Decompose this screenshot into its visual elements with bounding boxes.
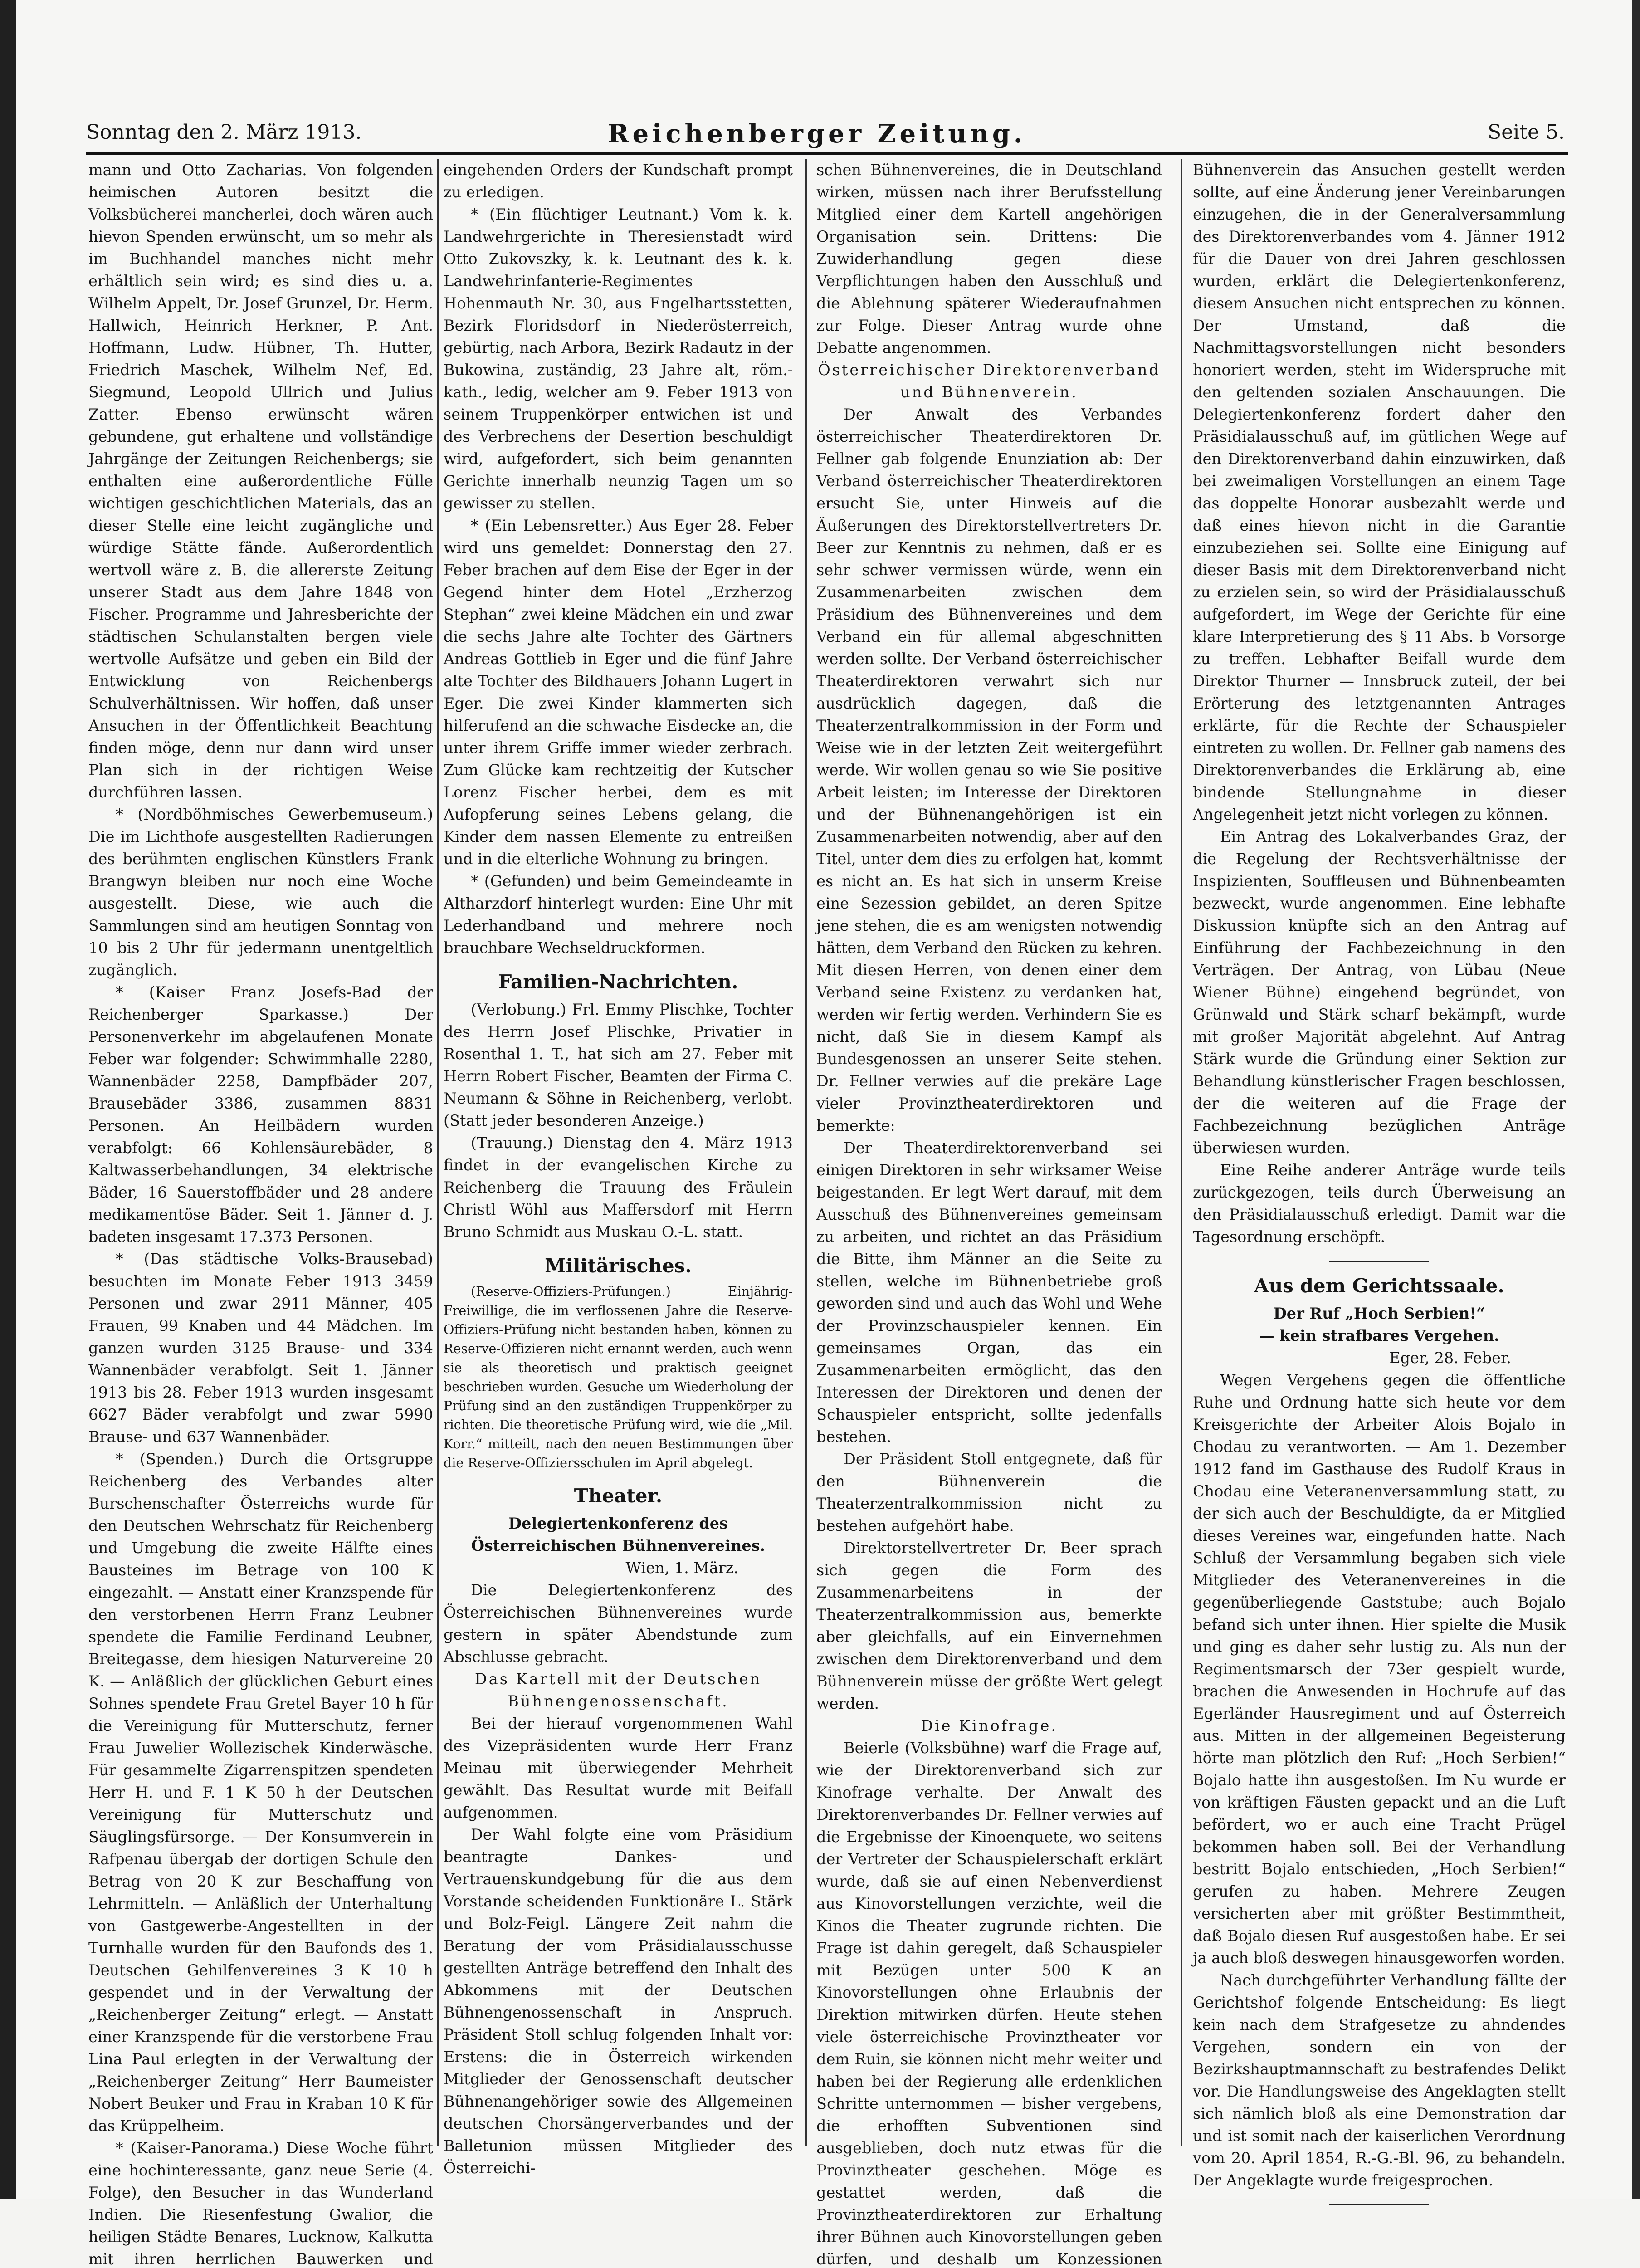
newspaper-title: Reichenberger Zeitung. xyxy=(608,119,1026,149)
article-paragraph: Eine Reihe anderer Anträge wurde teils zurückgezogen, teils durch Überweisung an den Präsidialausschuß erledigt. Damit war die Tagesordnung erschöpft. xyxy=(1193,1161,1566,1246)
header-rule xyxy=(86,152,1568,155)
family-notice: (Verlobung.) Frl. Emmy Plischke, Tochter des Herrn Josef Plischke, Privatier in Rosenthal 1. T., hat sich am 27. Feber mit Herrn Robert Fischer, Beamten der Firma C. Neumann & Söhne in Reichenberg, verlobt. (Statt jeder besonderen Anzeige.) xyxy=(444,1001,793,1129)
article-paragraph: Bei der hierauf vorgenommenen Wahl des Vizepräsidenten wurde Herr Franz Meinau mit überwiegender Mehrheit gewählt. Das Resultat wurde mit Beifall aufgenommen. xyxy=(444,1715,793,1821)
article-paragraph: eingehenden Orders der Kundschaft prompt zu erledigen. xyxy=(444,161,793,201)
article-paragraph: * (Nordböhmisches Gewerbemuseum.) Die im Lichthofe ausgestellten Radierungen des berühmten englischen Künstlers Frank Brangwyn bleiben nur noch eine Woche ausgestellt. Diese, wie auch die Sammlungen sind am heutigen Sonntag von 10 bis 2 Uhr für jedermann unentgeltlich zugänglich. xyxy=(88,806,433,979)
page-header xyxy=(86,119,1565,151)
section-heading-court: Aus dem Gerichtssaale. xyxy=(1254,1275,1504,1297)
article-subhead: Delegiertenkonferenz des xyxy=(508,1515,728,1532)
section-divider xyxy=(1329,1261,1429,1262)
article-paragraph: Bühnenverein das Ansuchen gestellt werden sollte, auf eine Änderung jener Vereinbarungen einzugehen, die in der Generalversammlung des Direktorenverbandes vom 4. Jänner 1912 für die Dauer von drei Jahren geschlossen wurden, erklärt die Delegiertenkonferenz, diesem Ansuchen nicht entsprechen zu können. Der Umstand, daß die Nachmittagsvorstellungen nicht besonders honoriert werden, steht im Widerspruche mit den geltenden sozialen Anschauungen. Die Delegiertenkonferenz fordert daher den Präsidialausschuß auf, im gütlichen Wege auf den Direktorenverband dahin einzuwirken, daß bei zweimaligen Vorstellungen an einem Tage das doppelte Honorar ausbezahlt werde und daß eines hievon nicht in die Garantie einzubeziehen sei. Sollte eine Einigung auf dieser Basis mit dem Direktorenverband nicht zu erzielen sein, so wird der Präsidialausschuß aufgefordert, im Wege der Gerichte für eine klare Interpretierung des § 11 Abs. b Vorsorge zu treffen. Lebhafter Beifall wurde dem Direktor Thurner — Innsbruck zuteil, der bei Erörterung des letztgenannten Antrages erklärte, für die Rechte der Schauspieler eintreten zu wollen. Dr. Fellner gab namens des Direktorenverbandes die Erklärung ab, eine bindende Stellungnahme in dieser Angelegenheit jetzt nicht vorlegen zu können. xyxy=(1193,161,1566,823)
article-subhead: Das Kartell mit der Deutschen Bühnengenossenschaft. xyxy=(474,1670,762,1710)
section-heading-family: Familien-Nachrichten. xyxy=(498,971,738,993)
article-subhead: Die Kinofrage. xyxy=(921,1717,1058,1735)
column-4 xyxy=(1193,159,1566,2189)
article-paragraph: Ein Antrag des Lokalverbandes Graz, der die Regelung der Rechtsverhältnisse der Inspizienten, Souffleusen und Bühnenbeamten bezweckt, wurde angenommen. Eine lebhafte Diskussion knüpfte sich an den Antrag auf Einführung der Fachbezeichnung in den Verträgen. Der Antrag, von Lübau (Neue Wiener Bühne) eingehend begründet, von Grünwald und Stärk scharf bekämpft, wurde mit großer Majorität abgelehnt. Auf Antrag Stärk wurde die Gründung einer Sektion zur Behandlung künstlerischer Fragen beschlossen, der die weiteren auf die Frage der Fachbezeichnung bezüglichen Anträge überwiesen wurden. xyxy=(1193,828,1566,1157)
dateline: Wien, 1. März. xyxy=(625,1559,738,1577)
column-1 xyxy=(88,159,433,2268)
column-2 xyxy=(444,159,793,2177)
column-rule xyxy=(437,159,439,2146)
scan-edge-left xyxy=(0,0,16,2199)
header-date: Sonntag den 2. März 1913. xyxy=(86,121,362,144)
family-notice: (Trauung.) Dienstag den 4. März 1913 findet in der evangelischen Kirche zu Reichenberg die Trauung des Fräulein Christl Wöhl aus Maffersdorf mit Herrn Bruno Schmidt aus Muskau O.-L. statt. xyxy=(444,1134,793,1241)
article-paragraph: schen Bühnenvereines, die in Deutschland wirken, müssen nach ihrer Berufsstellung Mitglied einer dem Kartell angehörigen Organisation sein. Drittens: Die Zuwiderhandlung gegen diese Verpflichtungen haben den Ausschluß und die Ablehnung späterer Wiederaufnahmen zur Folge. Dieser Antrag wurde ohne Debatte angenommen. xyxy=(816,161,1162,357)
article-paragraph: * (Gefunden) und beim Gemeindeamte in Altharzdorf hinterlegt wurden: Eine Uhr mit Lederhandband und mehrere noch brauchbare Wechseldruckformen. xyxy=(444,872,793,957)
article-subhead: Der Ruf „Hoch Serbien!“ xyxy=(1273,1305,1485,1322)
article-paragraph: Wegen Vergehens gegen die öffentliche Ruhe und Ordnung hatte sich heute vor dem Kreisgerichte der Arbeiter Alois Bojalo in Chodau zu verantworten. — Am 1. Dezember 1912 fand im Gasthause des Rudolf Kraus in Chodau eine Veteranenversammlung statt, zu der sich auch der Beschuldigte, da er Mitglied dieses Vereines war, eingefunden hatte. Nach Schluß der Versammlung begaben sich viele Mitglieder des Veteranenvereines in die gegenüberliegende Gaststube; auch Bojalo befand sich unter ihnen. Hier spielte die Musik und ging es daher sehr lustig zu. Als nun der Regimentsmarsch der 73er gespielt wurde, brachen die Anwesenden in Hochrufe auf das Egerländer Hausregiment und auf Österreich aus. Mitten in der allgemeinen Begeisterung hörte man plötzlich den Ruf: „Hoch Serbien!“ Bojalo hatte ihn ausgestoßen. Im Nu wurde er von kräftigen Fäusten gepackt und an die Luft befördert, wo er auch eine Tracht Prügel bekommen haben soll. Bei der Verhandlung bestritt Bojalo entschieden, „Hoch Serbien!“ gerufen zu haben. Mehrere Zeugen versicherten aber mit größter Bestimmtheit, daß Bojalo diesen Ruf ausgestoßen habe. Er sei ja auch bloß deswegen hinausgeworfen worden. xyxy=(1193,1371,1566,1967)
section-divider xyxy=(1329,2204,1429,2205)
article-paragraph: * (Das städtische Volks-Brausebad) besuchten im Monate Feber 1913 3459 Personen und zwar 2911 Männer, 405 Frauen, 99 Knaben und 44 Mädchen. Im ganzen wurden 3125 Brause- und 334 Wannenbäder verabfolgt. Seit 1. Jänner 1913 bis 28. Feber 1913 wurden insgesamt 6627 Bäder verabfolgt und zwar 5990 Brause- und 637 Wannenbäder. xyxy=(88,1250,433,1446)
article-paragraph: * (Spenden.) Durch die Ortsgruppe Reichenberg des Verbandes alter Burschenschafter Österreichs wurde für den Deutschen Wehrschatz für Reichenberg und Umgebung die zweite Hälfte eines Bausteines im Betrage von 100 K eingezahlt. — Anstatt einer Kranzspende für den verstorbenen Herrn Franz Leubner spendete die Familie Ferdinand Leubner, Breitegasse, dem hiesigen Naturvereine 20 K. — Anläßlich der glücklichen Geburt eines Sohnes spendete Frau Gretel Bayer 10 h für die Vereinigung für Mutterschutz, ferner Frau Juwelier Wollezischek Kinderwäsche. Für gesammelte Zigarrenspitzen spendeten Herr H. und F. 1 K 50 h der Deutschen Vereinigung für Mutterschutz und Säuglingsfürsorge. — Der Konsumverein in Rafpenau übergab der dortigen Schule den Betrag von 20 K zur Beschaffung von Lehrmitteln. — Anläßlich der Unterhaltung von Gastgewerbe-Angestellten in der Turnhalle wurden für den Baufonds des 1. Deutschen Gehilfenvereines 3 K 10 h gespendet und in der Verwaltung der „Reichenberger Zeitung“ erlegt. — Anstatt einer Kranzspende für die verstorbene Frau Lina Paul erlegten in der Verwaltung der „Reichenberger Zeitung“ Herr Baumeister Nobert Beuker und Frau in Kraban 10 K für das Krüppelheim. xyxy=(88,1450,433,2135)
article-paragraph: Beierle (Volksbühne) warf die Frage auf, wie der Direktorenverband sich zur Kinofrage verhalte. Der Anwalt des Direktorenverbandes Dr. Fellner verwies auf die Ergebnisse der Kinoenquete, wo seitens der Vertreter der Schauspielerschaft erklärt wurde, daß sie auf einen Nebenverdienst aus Kinovorstellungen verzichte, weil die Kinos die Theater zugrunde richten. Die Frage ist dahin geregelt, daß Schauspieler mit Bezügen unter 500 K an Kinovorstellungen ohne Erlaubnis der Direktion mitwirken dürfen. Heute stehen viele österreichische Provinztheater vor dem Ruin, sie können nicht mehr weiter und haben bei der Regierung alle erdenklichen Schritte unternommen — bisher vergebens, die erhofften Subventionen sind ausgeblieben, doch nutz etwas für die Provinztheater geschehen. Möge es gestattet werden, daß die Provinztheaterdirektoren zur Erhaltung ihrer Bühnen auch Kinovorstellungen geben dürfen, und deshalb um Konzessionen xyxy=(816,1739,1162,2268)
column-rule xyxy=(1181,159,1182,2146)
section-heading-theater: Theater. xyxy=(574,1485,663,1507)
column-rule xyxy=(805,159,807,2146)
article-paragraph: Der Präsident Stoll entgegnete, daß für den Bühnenverein die Theaterzentralkommission nicht zu bestehen aufgehört habe. xyxy=(816,1450,1162,1535)
page-number: Seite 5. xyxy=(1488,121,1565,144)
article-paragraph: Nach durchgeführter Verhandlung fällte der Gerichtshof folgende Entscheidung: Es liegt kein nach dem Strafgesetze zu ahndendes Vergehen, sondern ein von der Bezirkshauptmannschaft zu bestrafendes Delikt vor. Die Handlungsweise des Angeklagten stellt sich nämlich bloß als eine Demonstration dar und ist somit nach der kaiserlichen Verordnung vom 20. April 1854, R.-G.-Bl. 96, zu behandeln. Der Angeklagte wurde freigesprochen. xyxy=(1193,1971,1566,2189)
article-paragraph: * (Ein flüchtiger Leutnant.) Vom k. k. Landwehrgerichte in Theresienstadt wird Otto Zukovszky, k. k. Leutnant des k. k. Landwehrinfanterie-Regimentes Hohenmauth Nr. 30, aus Engelhartsstetten, Bezirk Floridsdorf in Niederösterreich, gebürtig, nach Arbora, Bezirk Radautz in der Bukowina, zuständig, 23 Jahre alt, röm.-kath., ledig, welcher am 9. Feber 1913 von seinem Truppenkörper entwichen ist und des Verbrechens der Desertion beschuldigt wird, aufgefordert, sich beim genannten Gerichte innerhalb neunzig Tagen um so gewisser zu stellen. xyxy=(444,205,793,512)
section-heading-military: Militärisches. xyxy=(545,1255,692,1277)
article-paragraph: Die Delegiertenkonferenz des Österreichischen Bühnenvereines wurde gestern in später Abendstunde zum Abschlusse gebracht. xyxy=(444,1581,793,1666)
dateline: Eger, 28. Feber. xyxy=(1389,1349,1511,1367)
article-paragraph: * (Kaiser-Panorama.) Diese Woche führt eine hochinteressante, ganz neue Serie (4. Folge), den Besucher in das Wunderland Indien. Die Riesenfestung Gwalior, die heiligen Städte Benares, Lucknow, Kalkutta mit ihren herrlichen Bauwerken und xyxy=(88,2139,433,2268)
article-paragraph: * (Ein Lebensretter.) Aus Eger 28. Feber wird uns gemeldet: Donnerstag den 27. Feber brachen auf dem Eise der Eger in der Gegend hinter dem Hotel „Erzherzog Stephan“ zwei kleine Mädchen ein und zwar die sechs Jahre alte Tochter des Gärtners Andreas Gottlieb in Eger und die fünf Jahre alte Tochter des Bildhauers Johann Lugert in Eger. Die zwei Kinder klammerten sich hilferufend an die schwache Eisdecke an, die unter ihrem Griffe immer wieder zerbrach. Zum Glücke kam rechtzeitig der Kutscher Lorenz Fischer herbei, dem es mit Aufopferung seines Lebens gelang, die Kinder dem nassen Elemente zu entreißen und in die elterliche Wohnung zu bringen. xyxy=(444,517,793,868)
article-paragraph: Der Wahl folgte eine vom Präsidium beantragte Dankes- und Vertrauenskundgebung für die aus dem Vorstande scheidenden Funktionäre L. Stärk und Bolz-Feigl. Längere Zeit nahm die Beratung der vom Präsidialausschusse gestellten Anträge betreffend den Inhalt des Abkommens mit der Deutschen Bühnengenossenschaft in Anspruch. Präsident Stoll schlug folgenden Inhalt vor: Erstens: die in Österreich wirkenden Mitglieder der Genossenschaft deutscher Bühnenangehöriger sowie des Allgemeinen deutschen Chorsängerverbandes und der Balletunion müssen Mitglieder des Österreichi- xyxy=(444,1826,793,2177)
column-3 xyxy=(816,159,1162,2268)
article-paragraph: mann und Otto Zacharias. Von folgenden heimischen Autoren besitzt die Volksbücherei mancherlei, doch wären auch hievon Spenden erwünscht, um so mehr als im Buchhandel manches nicht mehr erhältlich sein wird; es sind dies u. a. Wilhelm Appelt, Dr. Josef Grunzel, Dr. Herm. Hallwich, Heinrich Herkner, P. Ant. Hoffmann, Ludw. Hübner, Th. Hutter, Friedrich Maschek, Wilhelm Nef, Ed. Siegmund, Leopold Ullrich und Julius Zatter. Ebenso erwünscht wären gebundene, gut erhaltene und vollständige Jahrgänge der Zeitungen Reichenbergs; sie enthalten eine außerordentliche Fülle wichtigen geschichtlichen Materials, das an dieser Stelle eine leicht zugängliche und würdige Stätte fände. Außerordentlich wertvoll wäre z. B. die allererste Zeitung unserer Stadt aus dem Jahre 1848 von Fischer. Programme und Jahresberichte der städtischen Schulanstalten bergen viele wertvolle Aufsätze und geben ein Bild der Entwicklung von Reichenbergs Schulverhältnissen. Wir hoffen, daß unser Ansuchen in der Öffentlichkeit Beachtung finden möge, denn nur dann wird unser Plan sich in der richtigen Weise durchführen lassen. xyxy=(88,161,433,801)
article-paragraph: Der Anwalt des Verbandes österreichischer Theaterdirektoren Dr. Fellner gab folgende Enunziation ab: Der Verband österreichischer Theaterdirektoren ersucht Sie, unter Hinweis auf die Äußerungen des Direktorstellvertreters Dr. Beer zur Kenntnis zu nehmen, daß er es sehr schwer vermissen würde, wenn ein Zusammenarbeiten zwischen dem Präsidium des Bühnenvereines und dem Verband ein für allemal abgeschnitten werden sollte. Der Verband österreichischer Theaterdirektoren verwahrt sich nur ausdrücklich dagegen, daß die Theaterzentralkommission in der Form und Weise wie in der letzten Zeit weitergeführt werde. Wir wollen genau so wie Sie positive Arbeit leisten; im Interesse der Direktoren und der Bühnenangehörigen ist ein Zusammenarbeiten notwendig, aber auf den Titel, unter dem dies zu erfolgen hat, kommt es nicht an. Es hat sich in unserm Kreise eine Sezession gebildet, an deren Spitze jene stehen, die es am wenigsten notwendig hätten, dem Verband den Rücken zu kehren. Mit diesen Herren, von denen einer dem Verband seine Existenz zu verdanken hat, werden wir fertig werden. Verhindern Sie es nicht, daß Sie in diesem Kampf als Bundesgenossen an unserer Seite stehen. Dr. Fellner verwies auf die prekäre Lage vieler Provinztheaterdirektoren und bemerkte: xyxy=(816,406,1162,1134)
article-paragraph: Der Theaterdirektorenverband sei einigen Direktoren in sehr wirksamer Weise beigestanden. Er legt Wert darauf, mit dem Ausschuß des Bühnenvereines gemeinsam zu arbeiten, und richtet an das Präsidium die Bitte, ihm Männer an die Seite zu stellen, welche im Bühnenbetriebe groß geworden sind und auch das Wohl und Wehe der Provinzschauspieler kennen. Ein gemeinsames Organ, das ein Zusammenarbeiten ermöglicht, das den Interessen der Direktoren und denen der Schauspieler entspricht, sollte jedenfalls bestehen. xyxy=(816,1139,1162,1446)
military-notice: (Reserve-Offiziers-Prüfungen.) Einjährig-Freiwillige, die im verflossenen Jahre die Reserve-Offiziers-Prüfung nicht bestanden haben, können zu Reserve-Offizieren nicht ernannt werden, auch wenn sie als theoretisch und praktisch geeignet beschrieben wurden. Gesuche um Wiederholung der Prüfung sind an den zuständigen Truppenkörper zu richten. Die theoretische Prüfung wird, wie die „Mil. Korr.“ mitteilt, nach den neuen Bestimmungen über die Reserve-Offiziersschulen im April abgelegt. xyxy=(444,1284,793,1471)
article-paragraph: Direktorstellvertreter Dr. Beer sprach sich gegen die Form des Zusammenarbeitens in der Theaterzentralkommission aus, bemerkte aber gleichfalls, auf ein Einvernehmen zwischen dem Direktorenverband und dem Bühnenverein müsse der größte Wert gelegt werden. xyxy=(816,1539,1162,1712)
article-subhead: — kein strafbares Vergehen. xyxy=(1259,1327,1499,1344)
article-subhead: Österreichischen Bühnenvereines. xyxy=(471,1537,766,1554)
article-subhead: Österreichischer Direktorenverband und Bühnenverein. xyxy=(818,361,1161,401)
scan-edge-right xyxy=(1632,0,1640,2199)
article-paragraph: * (Kaiser Franz Josefs-Bad der Reichenberger Sparkasse.) Der Personenverkehr im abgelaufenen Monate Feber war folgender: Schwimmhalle 2280, Wannenbäder 2258, Dampfbäder 207, Brausebäder 3386, zusammen 8831 Personen. An Heilbädern wurden verabfolgt: 66 Kohlensäurebäder, 8 Kaltwasserbehandlungen, 34 elektrische Bäder, 16 Sauerstoffbäder und 28 andere medikamentöse Bäder. Seit 1. Jänner d. J. badeten insgesamt 17.373 Personen. xyxy=(88,983,433,1246)
